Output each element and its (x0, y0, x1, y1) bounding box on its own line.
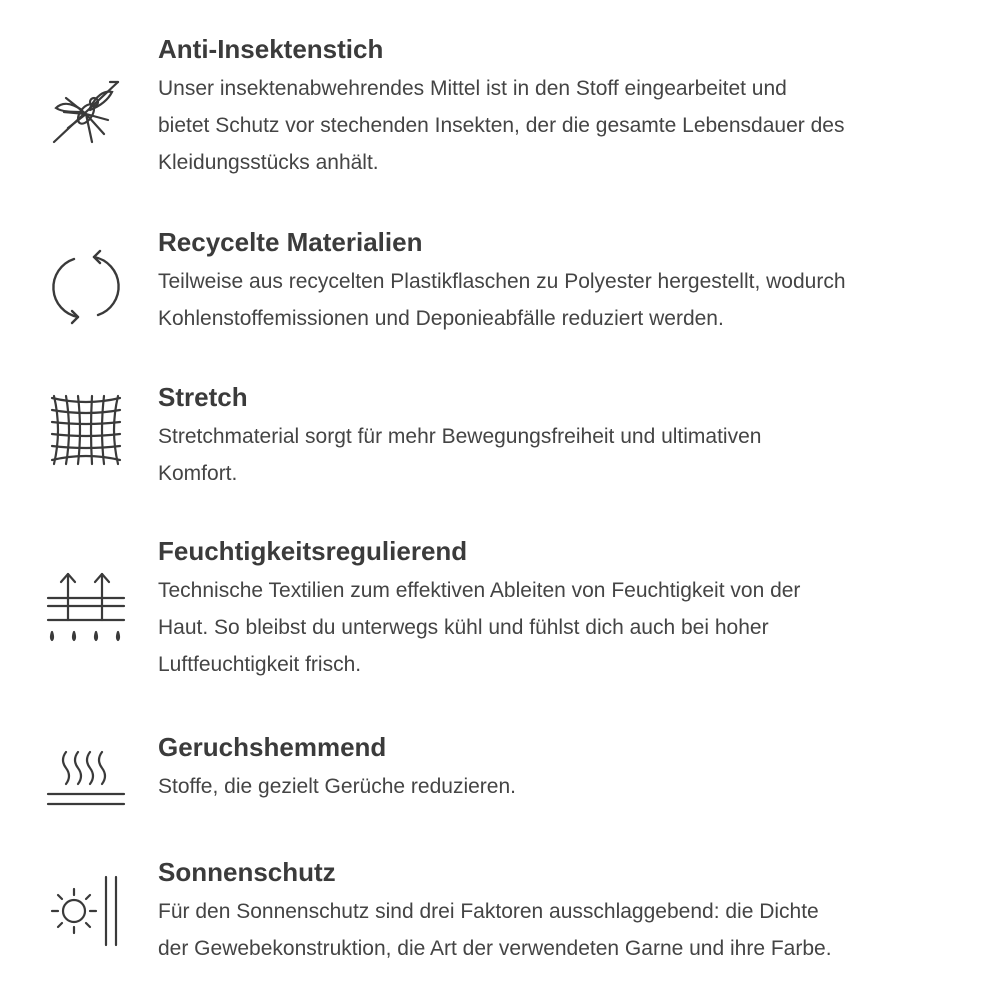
feature-description (158, 893, 958, 967)
feature-description (158, 572, 958, 683)
description-line: Teilweise aus recycelten Plastikflaschen zu Polyester hergestellt, wodurch (158, 270, 846, 293)
feature-text (158, 730, 958, 805)
description-line: Kohlenstoffemissionen und Deponieabfälle reduziert werden. (158, 307, 724, 330)
feature-text (158, 855, 958, 967)
feature-text (158, 534, 958, 683)
mosquito-icon (44, 72, 128, 156)
moisture-wicking-icon (44, 564, 128, 648)
description-line: Luftfeuchtigkeit frisch. (158, 653, 362, 676)
description-line: Haut. So bleibst du unterwegs kühl und fühlst dich auch bei hoher (158, 616, 769, 639)
feature-title: Geruchshemmend (158, 732, 387, 762)
feature-title: Feuchtigkeitsregulierend (158, 536, 468, 566)
description-line: Unser insektenabwehrendes Mittel ist in den Stoff eingearbeitet und (158, 77, 787, 100)
feature-text (158, 380, 958, 492)
feature-title: Anti-Insektenstich (158, 34, 384, 64)
feature-title: Sonnenschutz (158, 857, 336, 887)
description-line: Stretchmaterial sorgt für mehr Bewegungsfreiheit und ultimativen (158, 425, 762, 448)
description-line: bietet Schutz vor stechenden Insekten, der die gesamte Lebensdauer des (158, 114, 845, 137)
feature-title: Recycelte Materialien (158, 227, 423, 257)
feature-description (158, 418, 958, 492)
stretch-grid-icon (44, 388, 128, 472)
description-line: Stoffe, die gezielt Gerüche reduzieren. (158, 775, 516, 798)
description-line: Technische Textilien zum effektiven Ableiten von Feuchtigkeit von der (158, 579, 801, 602)
feature-text (158, 32, 958, 181)
recycle-arrows-icon (44, 245, 128, 329)
description-line: der Gewebekonstruktion, die Art der verwendeten Garne und ihre Farbe. (158, 937, 832, 960)
feature-description (158, 263, 958, 337)
sun-protection-icon (44, 867, 128, 951)
feature-text (158, 225, 958, 337)
odor-control-icon (44, 736, 128, 820)
feature-description (158, 768, 958, 805)
description-line: Komfort. (158, 462, 238, 485)
description-line: Für den Sonnenschutz sind drei Faktoren ausschlaggebend: die Dichte (158, 900, 819, 923)
description-line: Kleidungsstücks anhält. (158, 151, 379, 174)
feature-title: Stretch (158, 382, 248, 412)
feature-description (158, 70, 958, 181)
